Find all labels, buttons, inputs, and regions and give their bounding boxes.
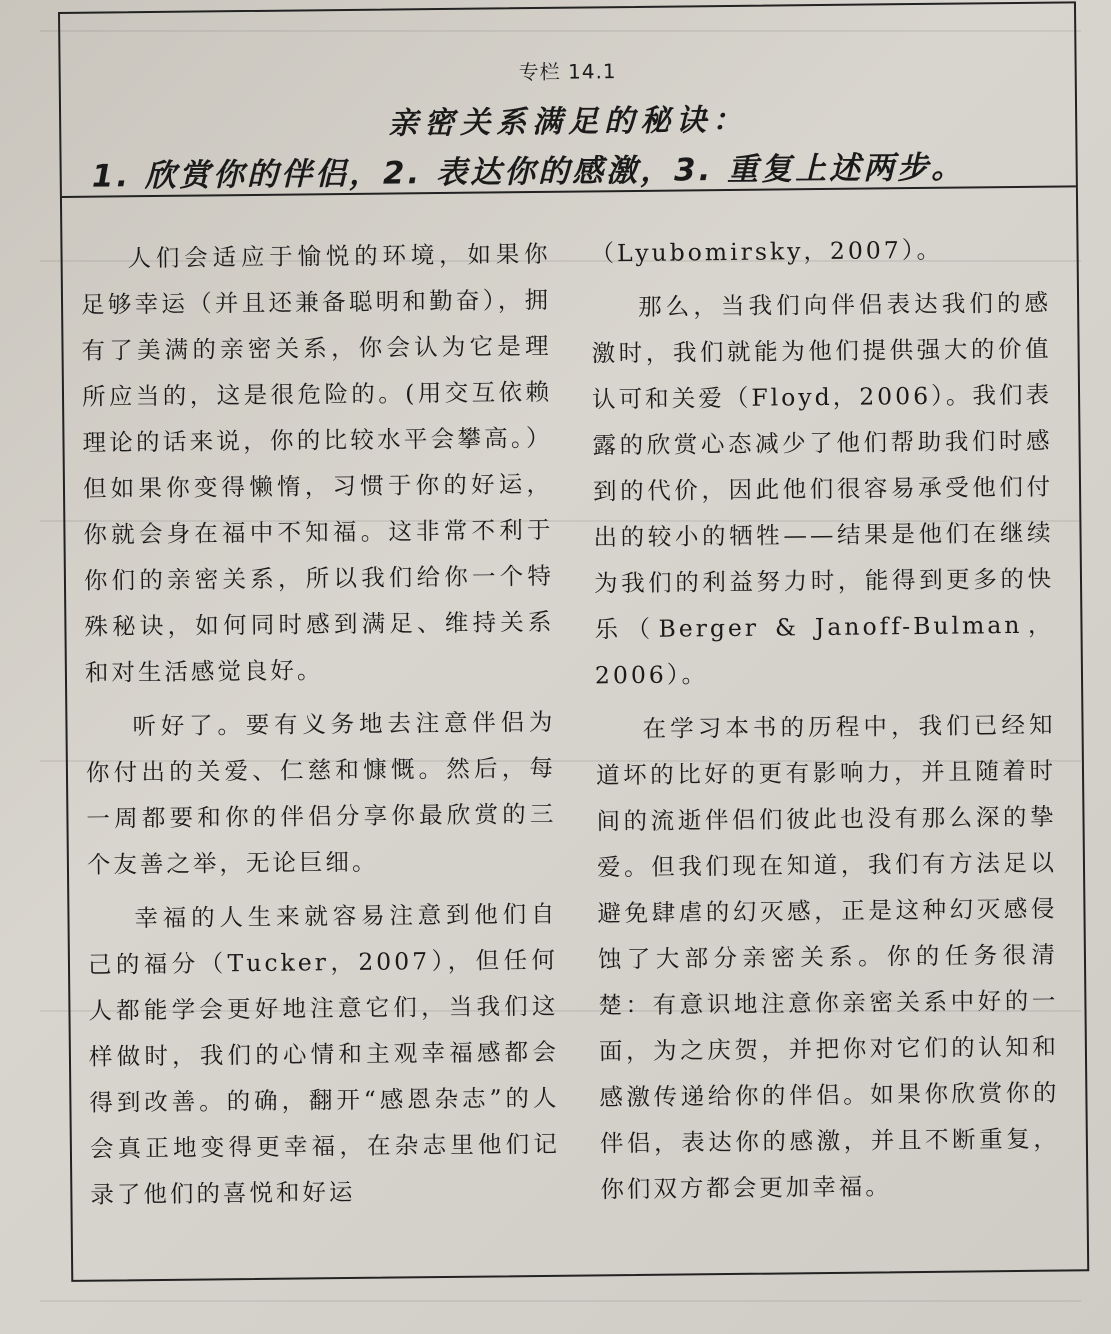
paragraph-continuation: （Lyubomirsky，2007）。 (590, 235, 944, 268)
box-title-line1: 亲密关系满足的秘诀： (388, 102, 749, 142)
paragraph: 听好了。要有义务地去注意伴侣为你付出的关爱、仁慈和慷慨。然后，每一周都要和你的伴侣分享你最欣赏的三个友善之举，无论巨细。 (85, 707, 557, 879)
paragraph: 幸福的人生来就容易注意到他们自己的福分（Tucker，2007），但任何人都能学会更好地注意它们，当我们这样做时，我们的心情和主观幸福感都会得到改善。的确，翻开“感恩杂志”的人会真正地变得更幸福，在杂志里他们记录了他们的喜悦和好运 (87, 899, 561, 1209)
sidebar-box (58, 1, 1089, 1282)
box-title-line2: 1. 欣赏你的伴侣，2. 表达你的感激，3. 重复上述两步。 (91, 149, 966, 195)
box-header (60, 3, 1076, 198)
column-label: 专栏 14.1 (518, 59, 617, 85)
paragraph: 人们会适应于愉悦的环境，如果你足够幸运（并且还兼备聪明和勤奋），拥有了美满的亲密关系，你会认为它是理所应当的，这是很危险的。(用交互依赖理论的话来说，你的比较水平会攀高。）但如果你变得懒惰，习惯于你的好运，你就会身在福中不知福。这非常不利于你们的亲密关系，所以我们给你一个特殊秘诀，如何同时感到满足、维持关系和对生活感觉良好。 (80, 239, 555, 687)
right-column (590, 226, 1060, 1221)
left-column (80, 231, 560, 1226)
paragraph: 在学习本书的历程中，我们已经知道坏的比好的更有影响力，并且随着时间的流逝伴侣们彼此也没有那么深的挚爱。但我们现在知道，我们有方法足以避免肆虐的幻灭感，正是这种幻灭感侵蚀了大部分亲密关系。你的任务很清楚：有意识地注意你亲密关系中好的一面，为之庆贺，并把你对它们的认知和感激传递给你的伴侣。如果你欣赏你的伴侣，表达你的感激，并且不断重复，你们双方都会更加幸福。 (595, 710, 1060, 1204)
paragraph: 那么，当我们向伴侣表达我们的感激时，我们就能为他们提供强大的价值认可和关爱（Floyd，2006）。我们表露的欣赏心态减少了他们帮助我们时感到的代价，因此他们很容易承受他们付出的较小的牺牲——结果是他们在继续为我们的利益努力时，能得到更多的快乐（Berger & Janoff-Bulman，2006）。 (591, 288, 1055, 690)
